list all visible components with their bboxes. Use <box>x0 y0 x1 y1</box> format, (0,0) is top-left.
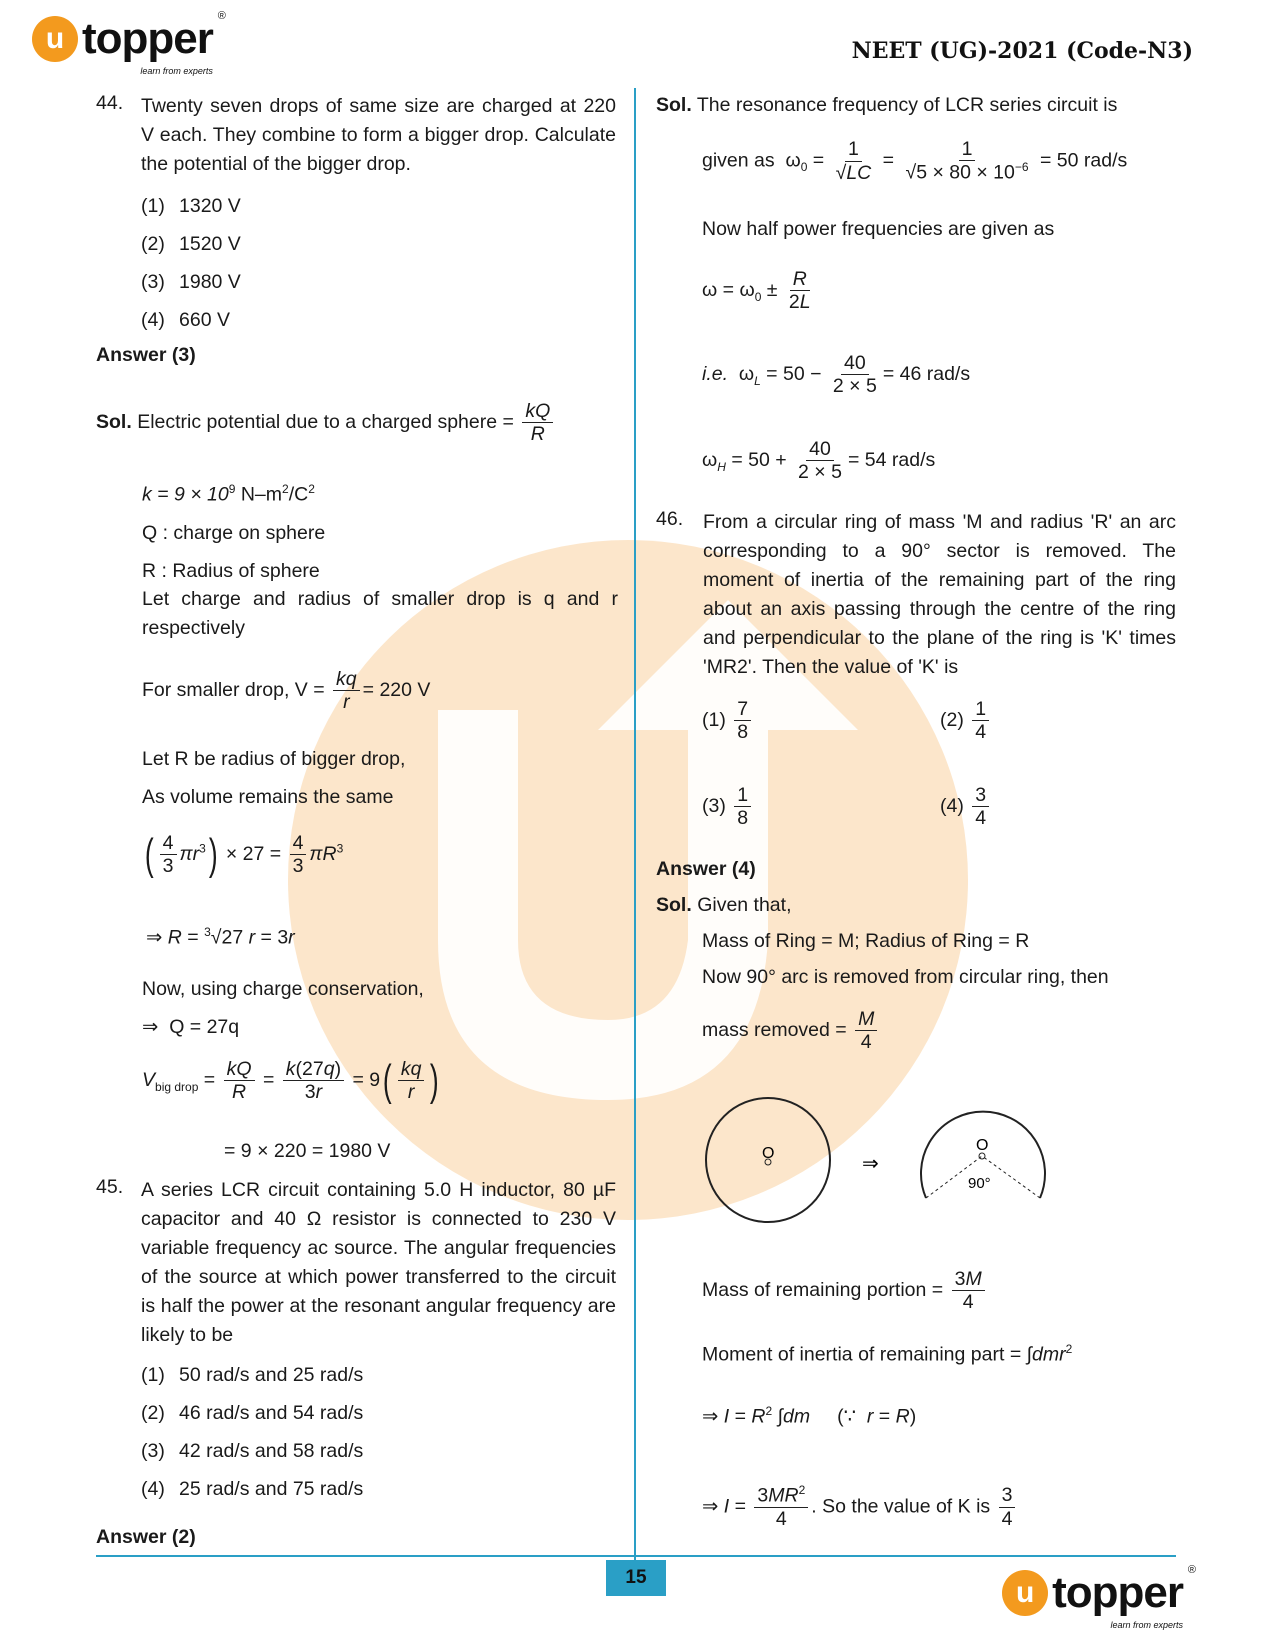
option-item: (1) 50 rad/s and 25 rad/s <box>141 1364 364 1386</box>
logo-tagline: learn from experts <box>1110 1620 1183 1630</box>
topper-logo: u topper ® learn from experts <box>32 14 213 64</box>
footer-rule <box>96 1555 1176 1557</box>
option-item: (4) 25 rad/s and 75 rad/s <box>141 1478 364 1500</box>
centre-label: O <box>976 1137 989 1154</box>
k-constant: $k = 9 \times 10^9$ $N-m^2/C^2$ <box>142 482 315 506</box>
remaining-mass-eq: Mass of remaining portion = $\frac{3M}{4}$ <box>702 1268 988 1314</box>
sol-44-intro: Sol. Electric potential due to a charged sphere = $\frac{kQ}{R}$ <box>96 400 556 446</box>
ring-diagram <box>700 1090 1060 1230</box>
question-text: A series LCR circuit containing 5.0 H inductor, 80 µF capacitor and 40 Ω resistor is connected to 230 V variable frequency ac source. The angular frequencies of the source at which power transferred to the circuit is half the power at the resonant angular frequency are likely to be <box>141 1179 616 1346</box>
arc-removed-text: Now 90° arc is removed from circular ring, then <box>702 966 1109 988</box>
option-list <box>141 1356 616 1508</box>
mass-radius-text: Mass of Ring = M; Radius of Ring = R <box>702 930 1030 952</box>
half-power-text: Now half power frequencies are given as <box>702 218 1055 240</box>
moi-eq: Moment of inertia of remaining part = ∫dmr$^2$ <box>702 1342 1073 1366</box>
sol-46-intro: Sol. Given that, <box>656 894 792 916</box>
answer-label: Answer (2) <box>96 1526 196 1548</box>
question-number: 44. <box>96 92 124 114</box>
bigdrop-potential-eq: $V_{big drop}$ = $\frac{kQ}{R}$ = $\frac{k(27q)}{3r}$ = 9( $\frac{kq}{r}$ ) <box>142 1055 440 1105</box>
sol-44-defs <box>142 470 325 590</box>
option-item: (3) $\frac{1}{8}$ <box>702 784 754 830</box>
logo-mark: u <box>1002 1570 1048 1616</box>
sol-45-intro: Sol. The resonance frequency of LCR series circuit is <box>656 94 1118 116</box>
logo-tagline: learn from experts <box>140 66 213 76</box>
svg-text:⇒: ⇒ <box>862 1153 879 1175</box>
question-text: Twenty seven drops of same size are charged at 220 V each. They combine to form a bigger drop. Calculate the potential of the bigger drop. <box>141 95 616 175</box>
option-item: (4) $\frac{3}{4}$ <box>940 784 992 830</box>
option-list <box>141 187 616 339</box>
option-item: (3) 1980 V <box>141 271 241 293</box>
option-item: (4) 660 V <box>141 309 230 331</box>
option-item: (1) 1320 V <box>141 195 241 217</box>
angle-label: 90° <box>968 1175 991 1192</box>
smaller-drop-eq: For smaller drop, V = $\frac{kq}{r}$ = 220 V <box>142 668 431 714</box>
moi-result: ⇒ I = $\frac{3MR^2}{4}$ . So the value of K is $\frac{3}{4}$ <box>702 1484 1018 1530</box>
answer-label: Answer (4) <box>656 858 756 880</box>
volume-equation: ( $\frac{4}{3}$ $\pi r^3) \times 27$ = $\frac{4}{3}$ $\pi R^3$ <box>144 829 344 879</box>
moi-step: ⇒ $I = R^2$ ∫dm (∵ r = R) <box>702 1404 917 1428</box>
logo-word: topper <box>82 14 213 63</box>
option-item: (2) 46 rad/s and 54 rad/s <box>141 1402 364 1424</box>
question-number: 45. <box>96 1176 124 1198</box>
sol-44-volume: Let R be radius of bigger drop, As volume remains the same <box>142 748 406 808</box>
option-item: (2) 1520 V <box>141 233 241 255</box>
r-definition: R : Radius of sphere <box>142 559 320 582</box>
omega-formula: $\omega = \omega_0$ ± $\frac{R}{2L}$ <box>702 268 811 314</box>
answer-label: Answer (3) <box>96 344 196 366</box>
option-item: (2) $\frac{1}{4}$ <box>940 698 992 744</box>
page-number: 15 <box>606 1560 666 1596</box>
question-44 <box>96 92 616 339</box>
option-item: (1) $\frac{7}{8}$ <box>702 698 754 744</box>
centre-label: O <box>762 1145 775 1162</box>
omegaL-eq: i.e. $\omega_L = 50$ − $\frac{40}{2 \times 5}$ = 46 rad/s <box>702 352 971 398</box>
bigdrop-result: = 9 × 220 = 1980 V <box>224 1140 391 1162</box>
q-definition: Q : charge on sphere <box>142 521 326 544</box>
logo-word: topper <box>1052 1568 1183 1617</box>
omegaH-eq: $\omega_H = 50$ + $\frac{40}{2 \times 5}$ = 54 rad/s <box>702 438 936 484</box>
question-number: 46. <box>656 508 684 530</box>
option-item: (3) 42 rad/s and 58 rad/s <box>141 1440 364 1462</box>
column-divider <box>634 88 636 1563</box>
question-46 <box>656 508 1176 682</box>
topper-logo: u topper ® learn from experts <box>1002 1568 1183 1618</box>
omega0-eq: given as $\omega_0$ = $\frac{1}{√LC}$ = $\frac{1}{√5 \times 80 \times 10^{-6}}$ = 50 rad/s <box>702 138 1128 184</box>
logo-mark: u <box>32 16 78 62</box>
radius-result: ⇒ R = $^3$√27 r = 3r <box>146 925 295 949</box>
exam-title: NEET (UG)-2021 (Code-N3) <box>851 38 1193 64</box>
question-45 <box>96 1176 616 1508</box>
question-text: From a circular ring of mass 'M and radius 'R' an arc corresponding to a 90° sector is removed. The moment of inertia of the remaining part of the ring about an axis passing through the centre of the ring and perpendicular to the plane of the ring is 'K' times 'MR2'. Then the value of 'K' is <box>703 511 1176 678</box>
charge-conservation: Now, using charge conservation, ⇒ Q = 27q <box>142 978 424 1038</box>
mass-removed-eq: mass removed = $\frac{M}{4}$ <box>702 1008 880 1054</box>
let-charge-text: Let charge and radius of smaller drop is q and r respectively <box>142 588 618 639</box>
